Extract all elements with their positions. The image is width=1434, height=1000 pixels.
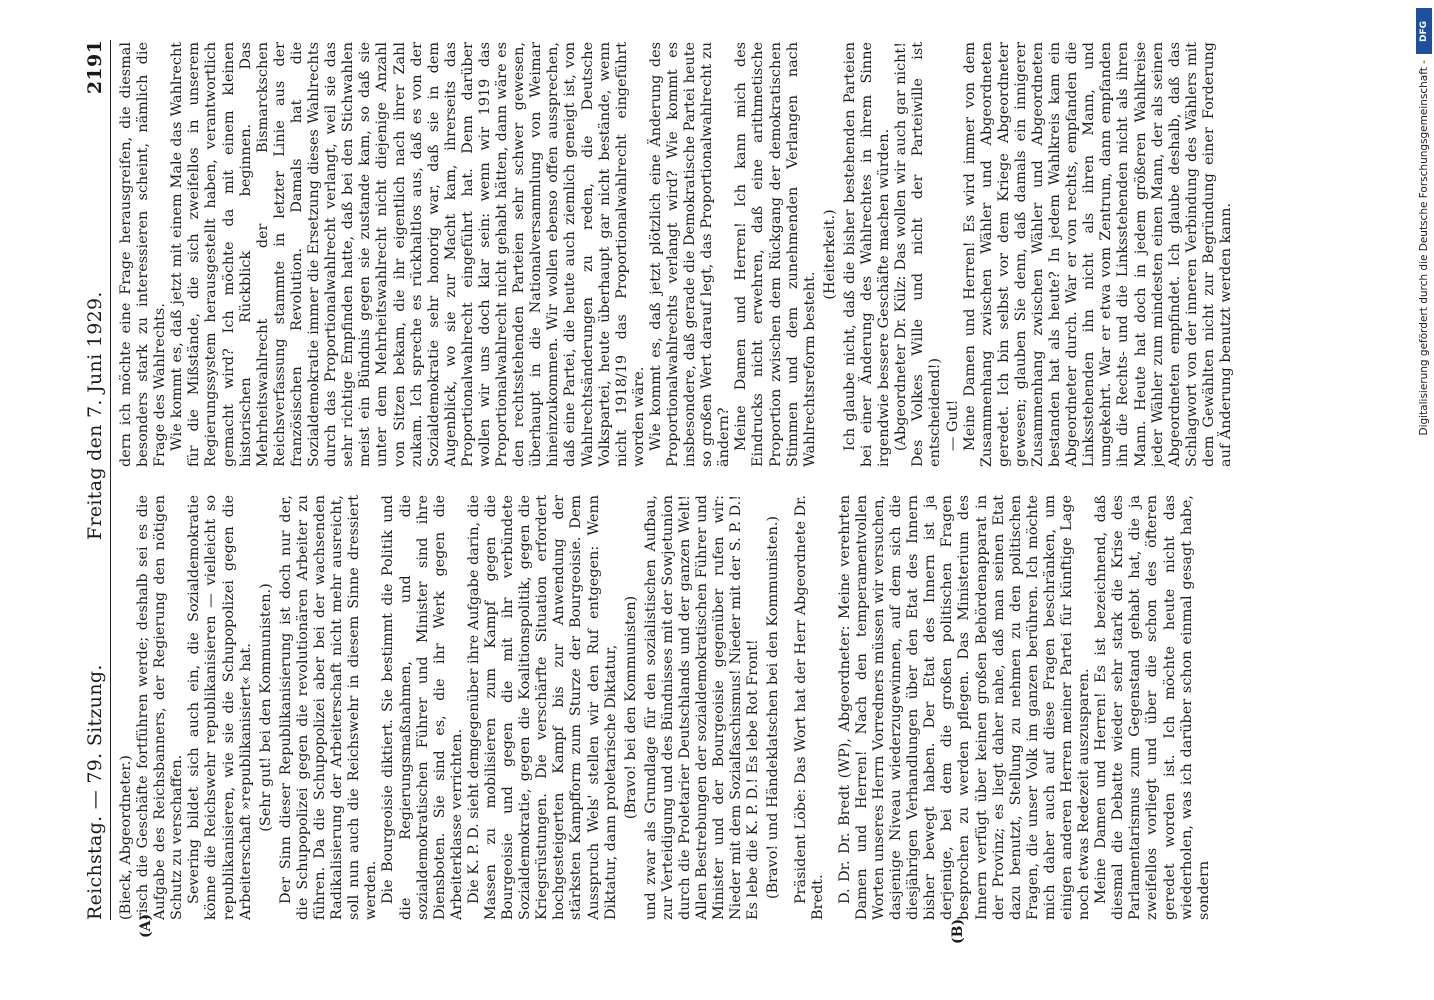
interjection: (Sehr gut! bei den Kommunisten.) [257,583,274,832]
right-column [118,42,1290,467]
interjection: (Heiterkeit.) [821,209,838,300]
paragraph: Wie kommt es, daß jetzt mit einem Male das Wahlrecht für die Mißstände, die sich zweifellos in unserem Regierungssystem herausgestellt haben, verantwortlich gemacht wird? Ich möchte da mit einem kleinen historischen Rückblick beginnen. Das Mehrheitswahlrecht der Bismarckschen Reichsverfassung stammte in letzter Linie aus der französischen Revolution. Damals hat die Sozialdemokratie immer die Ersetzung dieses Wahlrechts durch das Proportionalwahlrecht verlangt, weil sie das sehr richtige Empfinden hatte, daß bei den Stichwahlen meist ein Bündnis gegen sie zustande kam, so daß sie unter dem Mehrheitswahlrecht nicht diejenige Anzahl von Sitzen bekam, die ihr eigentlich nach ihrer Zahl zukam. Ich spreche es rückhaltlos aus, daß es von der Sozialdemokratie sehr honorig war, daß sie in dem Augenblick, wo sie zur Macht kam, ihrerseits das Proportionalwahlrecht eingeführt hat. Denn darüber wollen wir uns doch klar sein: wenn wir 1919 das Proportionalwahlrecht nicht gehabt hätten, dann wäre es den rechtsstehenden Parteien sehr schwer gewesen, überhaupt in die Nationalversammlung von Weimar hineinzukommen. Wir wollen ebenso offen aussprechen, daß eine Partei, die heute auch ziemlich geneigt ist, von Wahlrechtsänderungen zu reden, die Deutsche Volkspartei, heute überhaupt gar nicht bestände, wenn nicht 1918/19 das Proportionalwahlrecht eingeführt worden wäre. [169,42,647,467]
paragraph: Der Sinn dieser Republikanisierung ist doch nur der, die Schupopolizei gegen die revolutionären Arbeiter zu führen. Da die Schupopolizei aber bei der wachsenden Radikalisierung der Arbeiterschaft nicht mehr ausreicht, soll nun auch die Reichswehr in diesem Sinne dressiert werden. [277,495,380,920]
paragraph: und zwar als Grundlage für den sozialistischen Aufbau, zur Verteidigung und des Bündnisses mit der Sowjetunion durch die Proletarier Deutschlands und der ganzen Welt! Allen Bestrebungen der sozialdemokratischen Führer und Minister und der Bourgeoisie gegenüber rufen wir: Nieder mit dem Sozialfaschismus! Nieder mit der S. P. D.! Es lebe die K. P. D.! Es lebe Rot Front! [642,495,762,920]
digitization-text: Digitalisierung gefördert durch die Deutsche Forschungsgemeinschaft - [1418,60,1430,436]
speaker-reference: (Bieck, Abgeordneter.) [118,755,134,920]
paragraph: Wie kommt es, daß jetzt plötzlich eine Änderung des Proportionalwahlrechts verlangt wird? Wie kommt es insbesondere, daß gerade die Demokratische Partei heute so großen Wert darauf legt, das Proportionalwahlrecht zu ändern? [647,42,733,467]
paragraph: Severing bildet sich auch ein, die Sozialdemokratie könne die Reichswehr republikanisieren — vielleicht so republikanisieren, wie sie die Schupopolizei gegen die Arbeiterschaft »republikanisiert« hat. [186,495,254,920]
speech-paragraph: Meine Damen und Herren! Es ist bezeichnend, daß diesmal die Debatte wieder sehr stark die Krise des Parlamentarismus zum Gegenstand gehabt hat, die ja zweifellos vorliegt und über die schon des öfteren geredet worden ist. Ich möchte heute nicht das wiederholen, was ich darüber schon einmal gesagt habe, sondern [1093,495,1212,920]
page-header [80,40,111,920]
paragraph: Meine Damen und Herren! Ich kann mich des Eindrucks nicht erwehren, daß eine arithmetische Proportion zwischen dem Rückgang der demokratischen Stimmen und dem zunehmenden Verlangen nach Wahlrechtsreform besteht. [733,42,818,467]
speech-paragraph: D. Dr. Dr. Bredt (WP), Abgeordneter: Meine verehrten Damen und Herren! Nach den temperamentvollen Worten unseres Herrn Vorredners müssen wir versuchen, dasjenige Niveau wiederzugewinnen, auf dem sich die diesjährigen Verhandlungen über den Etat des Innern bisher bewegt haben. Der Etat des Innern ist ja derjenige, bei dem die großen politischen Fragen besprochen zu werden pflegen. Das Ministerium des Innern verfügt über keinen großen Behördenapparat in der Provinz; es liegt daher nahe, daß man seinen Etat dazu benutzt, Stellung zu nehmen zu den politischen Fragen, die unser Volk im ganzen berühren. Ich möchte mich daher auch auf diese Fragen beschränken, um einigen anderen Herren meiner Partei für künftige Lage noch etwas Redezeit auszusparen. [836,495,1093,920]
paragraph: risch die Geschäfte fortführen werde; deshalb sei es die Aufgabe des Reichsbanners, der Regierung den nötigen Schutz zu verschaffen. [135,495,186,920]
interjection: (Bravo! und Händeklatschen bei den Kommunisten.) [765,515,782,900]
newspaper-page [60,30,1330,944]
margin-marker-b: (B) [950,918,966,944]
paragraph: dern ich möchte eine Frage herausgreifen, die diesmal besonders stark zu interessieren scheint, nämlich die Frage des Wahlrechts. [118,42,169,467]
header-session: Reichstag. — 79. Sitzung. [84,664,106,920]
president-statement: Präsident Löbe: Das Wort hat der Herr Abgeordnete Dr. Bredt. [792,495,826,920]
paragraph: Die K. P. D. sieht demgegenüber ihre Aufgabe darin, die Massen zu mobilisieren zum Kampf gegen die Bourgeoisie und gegen die mit ihr verbündete Sozialdemokratie, gegen die Koalitionspolitik, gegen die Kriegsrüstungen. Die verschärfte Situation erfordert hochgesteigerten Kampf bis zur Anwendung der stärksten Kampfform zum Sturze der Bourgeoisie. Dem Ausspruch Wels' stellen wir den Ruf entgegen: Wenn Diktatur, dann proletarische Diktatur, [465,495,619,920]
header-date: Freitag den 7. Juni 1929. [84,291,106,540]
interjection: (Abgeordneter Dr. Külz: Das wollen wir auch gar nicht! Des Volkes Wille und nicht der Parteiwille ist entscheidend!) [893,42,944,467]
dfg-logo-badge: DFG [1416,8,1432,54]
paragraph: — Gut! [944,399,961,451]
margin-marker-a: (A) [138,913,154,938]
interjection: (Bravo! bei den Kommunisten) [622,595,639,820]
paragraph: Meine Damen und Herren! Es wird immer von dem Zusammenhang zwischen Wähler und Abgeordneten geredet. Ich bin selbst vor dem Kriege Abgeordneter gewesen; glauben Sie denn, daß damals ein innigerer Zusammenhang zwischen Wähler und Abgeordneten bestanden hat als heute? In jedem Wahlkreis kam ein Abgeordneter durch. War er von rechts, empfanden die Linksstehenden ihn nicht als ihren Mann, und umgekehrt. War er etwa vom Zentrum, dann empfanden ihn die Rechts- und die Linksstehenden nicht als ihren Mann. Heute hat doch in jedem größeren Wahlkreise jeder Wähler zum mindesten einen Mann, der als seinen Abgeordneten empfindet. Ich glaube deshalb, daß das Schlagwort von der inneren Verbindung des Wählers mit dem Gewählten nicht zur Begründung einer Forderung auf Änderung benutzt werden kann. [961,42,1234,467]
paragraph: Ich glaube nicht, daß die bisher bestehenden Parteien bei einer Änderung des Wahlrechtes in ihrem Sinne irgendwie bessere Geschäfte machen würden. [841,42,893,467]
left-column [118,495,1290,920]
paragraph: Die Bourgeoisie diktiert. Sie bestimmt die Politik und die Regierungsmaßnahmen, und die sozialdemokratischen Führer und Minister sind ihre Diensboten. Sie sind es, die ihr Werk gegen die Arbeiterklasse verrichten. [380,495,465,920]
page-number: 2191 [84,40,106,95]
digitization-notice [1412,0,1434,1000]
